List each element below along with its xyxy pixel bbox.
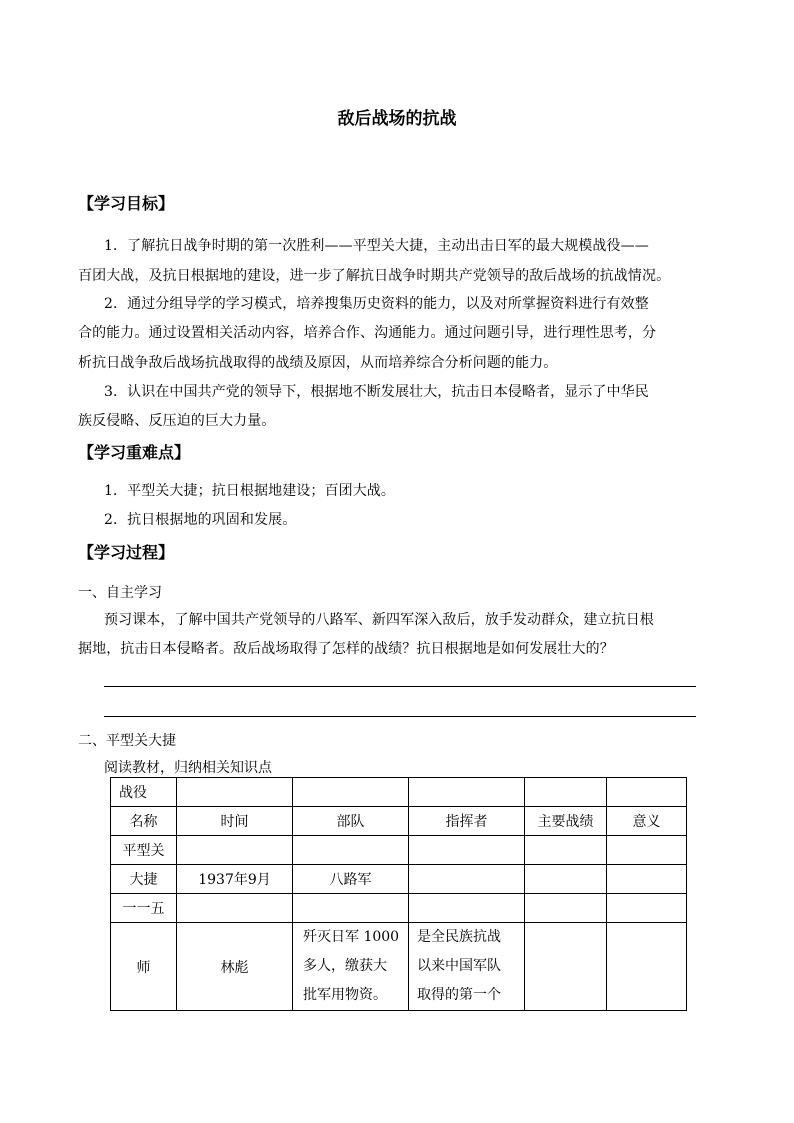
significance-line: 以来中国军队 (417, 958, 501, 974)
key-point-2: 2．抗日根据地的巩固和发展。 (104, 512, 297, 528)
part1-text-line-1: 预习课本，了解中国共产党领导的八路军、新四军深入敌后，放手发动群众，建立抗日根 (104, 612, 654, 628)
objective-3-line-1: 3．认识在中国共产党的领导下，根据地不断发展壮大，抗击日本侵略者，显示了中华民 (104, 384, 649, 400)
table-cell[interactable] (409, 894, 525, 923)
objective-1-line-2: 百团大战，及抗日根据地的建设，进一步了解抗日战争时期共产党领导的敌后战场的抗战情况。 (78, 268, 671, 284)
objective-2-line-2: 合的能力。通过设置相关活动内容，培养合作、沟通能力。通过问题引导，进行理性思考，分 (78, 325, 657, 341)
key-point-1: 1．平型关大捷；抗日根据地建设；百团大战。 (104, 483, 396, 499)
table-cell[interactable] (409, 865, 525, 894)
achievement-line: 批军用物资。 (303, 987, 387, 1003)
header-significance: 意义 (607, 807, 687, 836)
header-name: 名称 (111, 807, 177, 836)
significance-line: 是全民族抗战 (417, 929, 501, 945)
battle-commander: 林彪 (177, 923, 293, 1011)
header-achievement: 主要战绩 (525, 807, 607, 836)
table-cell[interactable] (525, 778, 607, 807)
battle-name-line-1: 平型关 (111, 836, 177, 865)
header-commander: 指挥者 (409, 807, 525, 836)
table-cell[interactable] (525, 865, 607, 894)
table-cell[interactable] (293, 836, 409, 865)
answer-line-1[interactable] (104, 686, 696, 687)
achievement-line: 多人，缴获大 (303, 958, 387, 974)
significance-line: 取得的第一个 (417, 987, 501, 1003)
table-cell[interactable] (607, 778, 687, 807)
battle-name-line-4: 师 (111, 923, 177, 1011)
table-cell[interactable] (409, 836, 525, 865)
battle-time: 1937年9月 (177, 865, 293, 894)
header-time: 时间 (177, 807, 293, 836)
part1-text-line-2: 据地，抗击日本侵略者。敌后战场取得了怎样的战绩？抗日根据地是如何发展壮大的？ (78, 641, 614, 657)
objective-1-line-1: 1．了解抗日战争时期的第一次胜利——平型关大捷，主动出击日军的最大规模战役—— (104, 238, 649, 254)
table-cell[interactable] (525, 923, 607, 1011)
table-cell[interactable] (607, 923, 687, 1011)
header-unit: 部队 (293, 807, 409, 836)
table-cell[interactable] (177, 836, 293, 865)
battle-unit: 八路军 (293, 865, 409, 894)
battle-table (110, 777, 687, 1011)
achievement-line: 歼灭日军 1000 (303, 929, 400, 945)
header-campaign: 战役 (111, 778, 177, 807)
part1-title: 一、自主学习 (78, 585, 162, 601)
page-title: 敌后战场的抗战 (337, 109, 457, 129)
answer-line-2[interactable] (104, 716, 696, 717)
table-cell[interactable] (293, 778, 409, 807)
part2-instruction: 阅读教材，归纳相关知识点 (104, 760, 272, 776)
objective-2-line-1: 2．通过分组导学的学习模式，培养搜集历史资料的能力，以及对所掌握资料进行有效整 (104, 296, 649, 312)
table-cell[interactable] (177, 894, 293, 923)
table-cell[interactable] (607, 836, 687, 865)
battle-name-line-3: 一一五 (111, 894, 177, 923)
table-cell[interactable] (607, 865, 687, 894)
process-heading: 【学习过程】 (78, 543, 175, 562)
table-cell[interactable] (293, 894, 409, 923)
battle-name-line-2: 大捷 (111, 865, 177, 894)
objective-2-line-3: 析抗日战争敌后战场抗战取得的战绩及原因，从而培养综合分析问题的能力。 (78, 355, 558, 371)
objective-3-line-2: 族反侵略、反压迫的巨大力量。 (78, 413, 276, 429)
key-points-heading: 【学习重难点】 (78, 443, 191, 462)
battle-achievement (293, 923, 409, 1011)
table-cell[interactable] (525, 894, 607, 923)
objectives-heading: 【学习目标】 (78, 194, 175, 213)
part2-title: 二、平型关大捷 (78, 733, 176, 749)
table-cell[interactable] (177, 778, 293, 807)
table-cell[interactable] (525, 836, 607, 865)
battle-significance (409, 923, 525, 1011)
table-cell[interactable] (607, 894, 687, 923)
table-cell[interactable] (409, 778, 525, 807)
